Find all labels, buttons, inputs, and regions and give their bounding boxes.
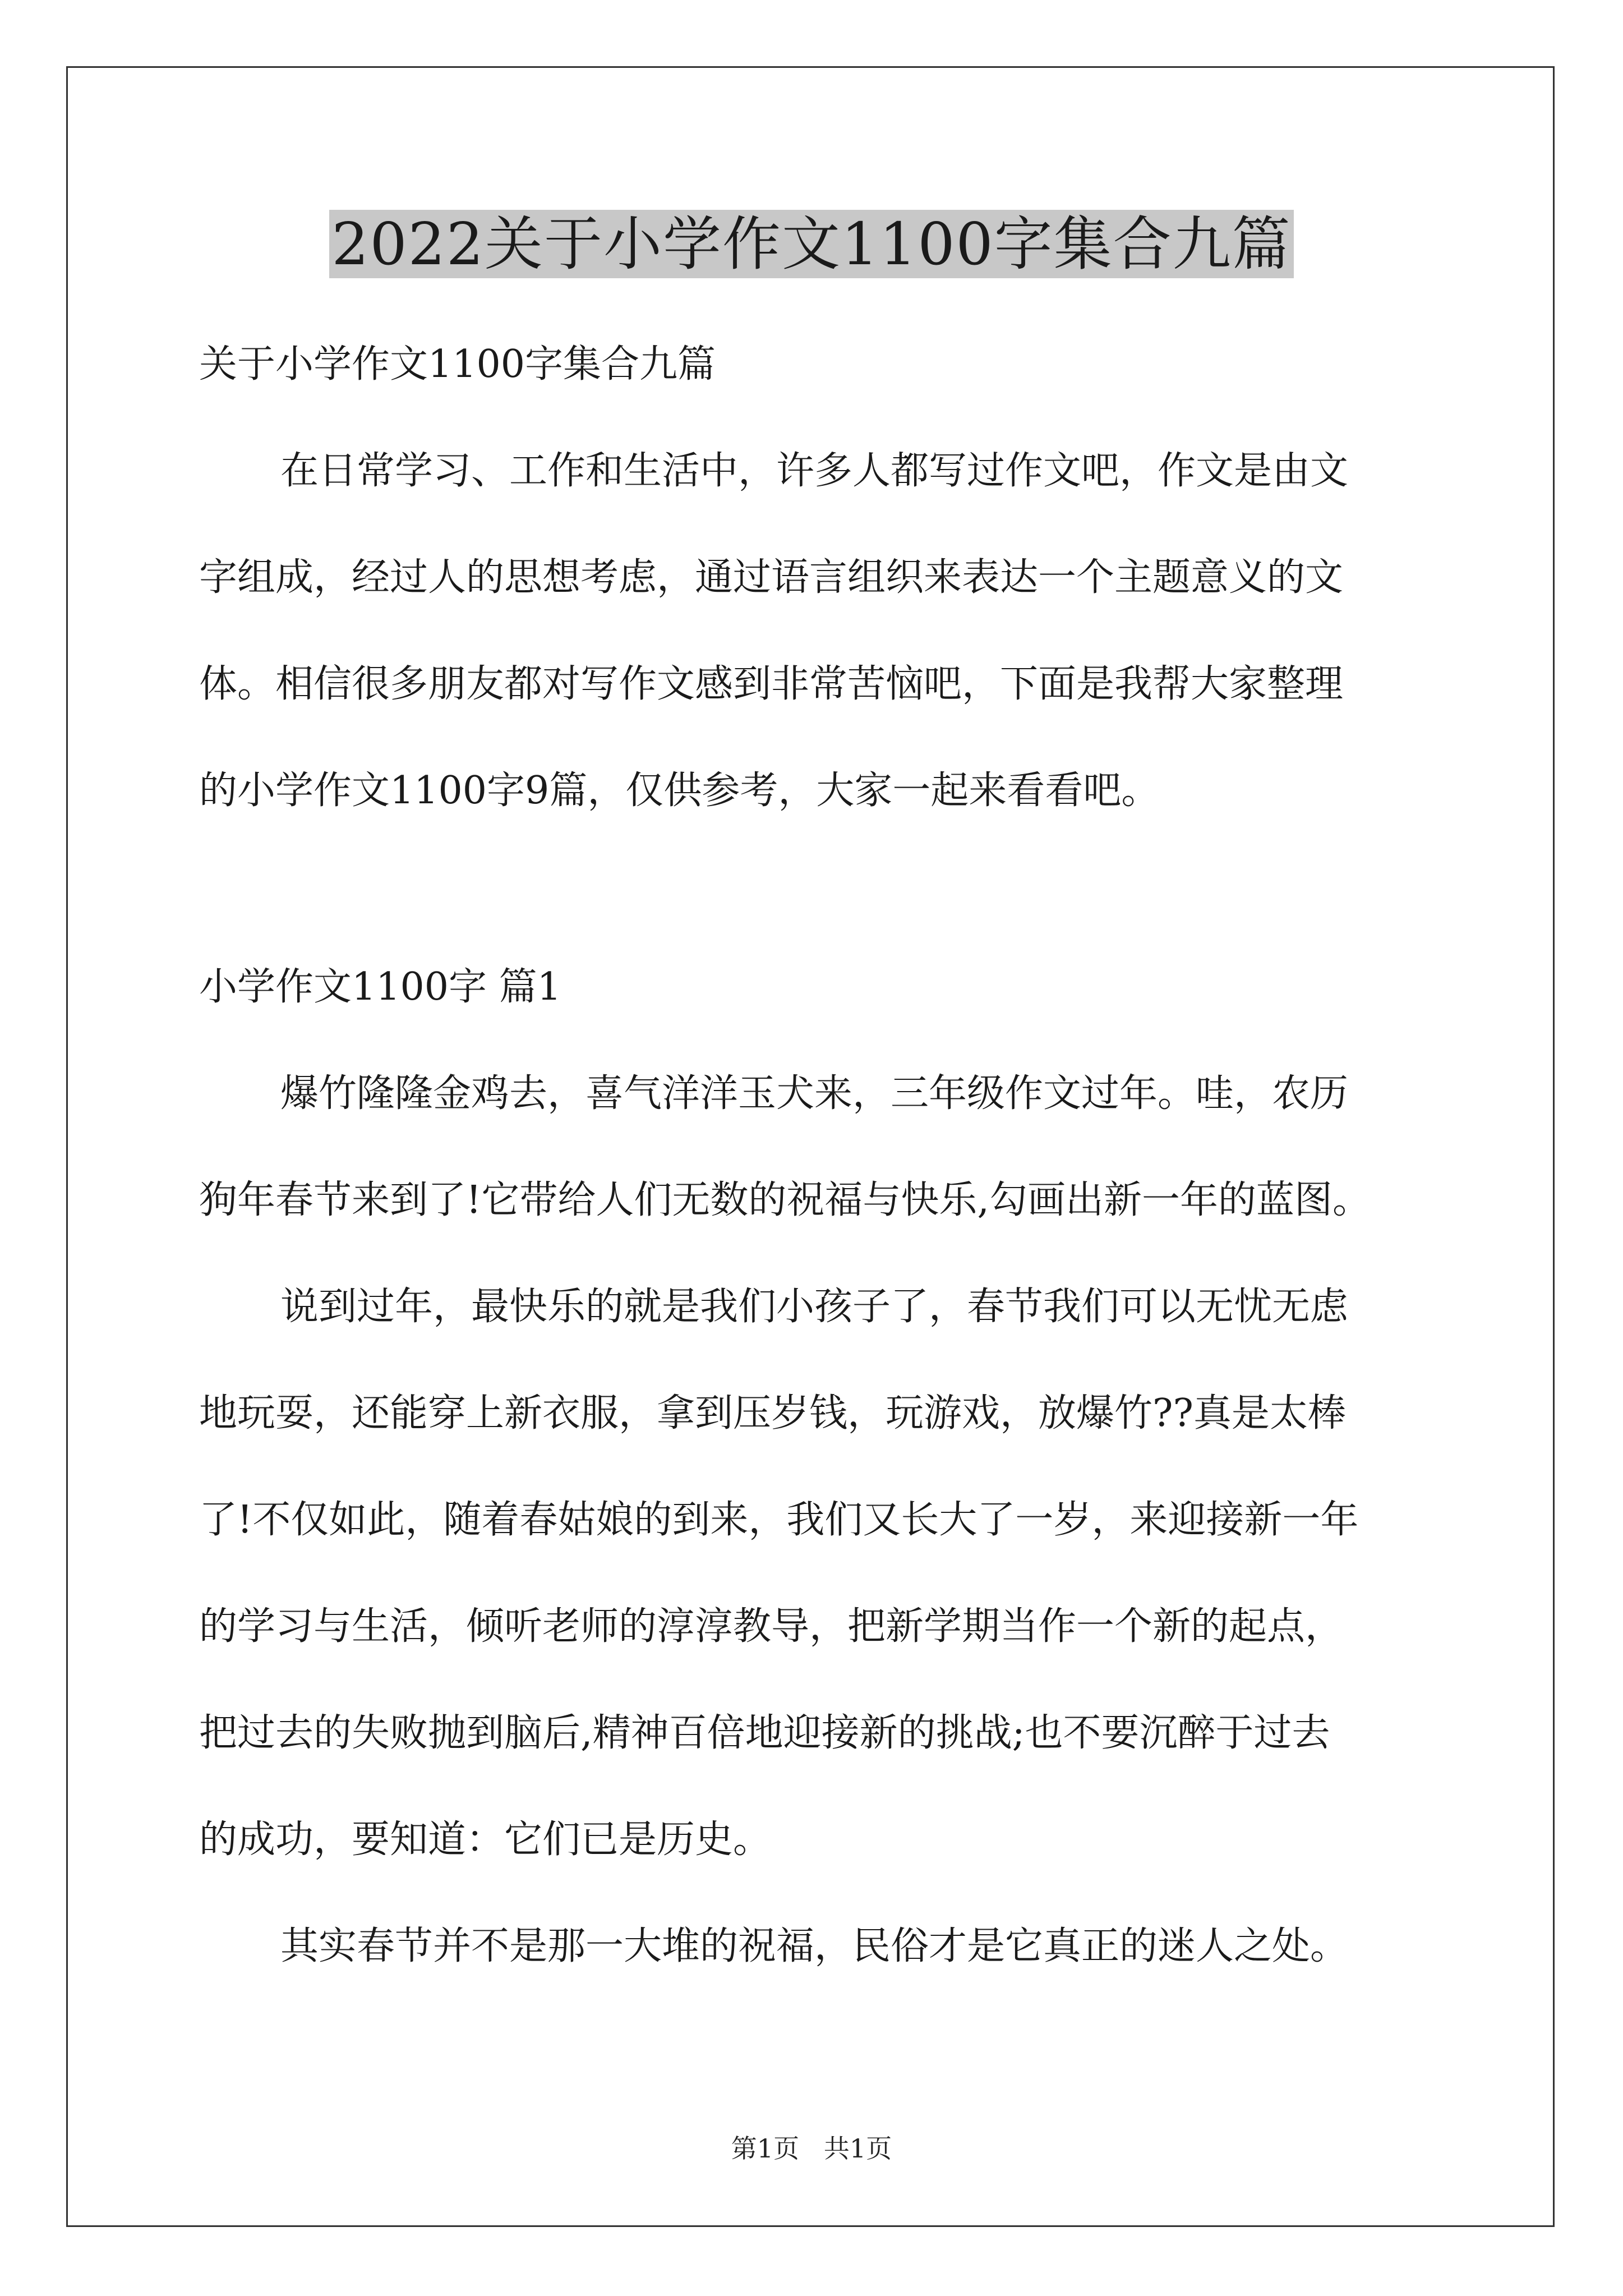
- text-line: 在日常学习、工作和生活中，许多人都写过作文吧，作文是由文: [280, 449, 1349, 493]
- text-line: 了!不仅如此，随着春姑娘的到来，我们又长大了一岁，来迎接新一年: [199, 1498, 1359, 1542]
- text-line: 地玩耍，还能穿上新衣服，拿到压岁钱，玩游戏，放爆竹??真是太棒: [199, 1391, 1346, 1435]
- section-heading: 小学作文1100字 篇1: [199, 965, 561, 1009]
- text-line: 体。相信很多朋友都对写作文感到非常苦恼吧，下面是我帮大家整理: [199, 662, 1344, 706]
- text-line: 爆竹隆隆金鸡去，喜气洋洋玉犬来，三年级作文过年。哇，农历: [280, 1071, 1349, 1116]
- document-body: [199, 311, 1433, 2000]
- page-footer: [0, 2129, 1623, 2168]
- intro-paragraph: [199, 418, 1433, 844]
- document-subtitle: 关于小学作文1100字集合九篇: [199, 342, 716, 386]
- text-line: 的学习与生活，倾听老师的淳淳教导，把新学期当作一个新的起点，: [199, 1604, 1344, 1649]
- text-line: 字组成，经过人的思想考虑，通过语言组织来表达一个主题意义的文: [199, 555, 1344, 600]
- text-line: 说到过年，最快乐的就是我们小孩子了，春节我们可以无忧无虑: [280, 1285, 1349, 1329]
- paragraph-3: [199, 1893, 1433, 2000]
- text-line: 把过去的失败抛到脑后,精神百倍地迎接新的挑战;也不要沉醉于过去: [199, 1711, 1330, 1755]
- spacer: [199, 844, 1433, 934]
- text-line: 狗年春节来到了!它带给人们无数的祝福与快乐,勾画出新一年的蓝图。: [199, 1178, 1371, 1222]
- text-line: 的小学作文1100字9篇，仅供参考，大家一起来看看吧。: [199, 769, 1160, 813]
- text-line: 的成功，要知道：它们已是历史。: [199, 1818, 772, 1862]
- page-number: 第1页 共1页: [731, 2133, 892, 2164]
- paragraph-2: [199, 1254, 1433, 1893]
- document-title-text: 2022关于小学作文1100字集合九篇: [329, 210, 1293, 278]
- text-line: 其实春节并不是那一大堆的祝福，民俗才是它真正的迷人之处。: [280, 1924, 1349, 1968]
- document-title: [0, 202, 1623, 286]
- paragraph-1: [199, 1041, 1433, 1254]
